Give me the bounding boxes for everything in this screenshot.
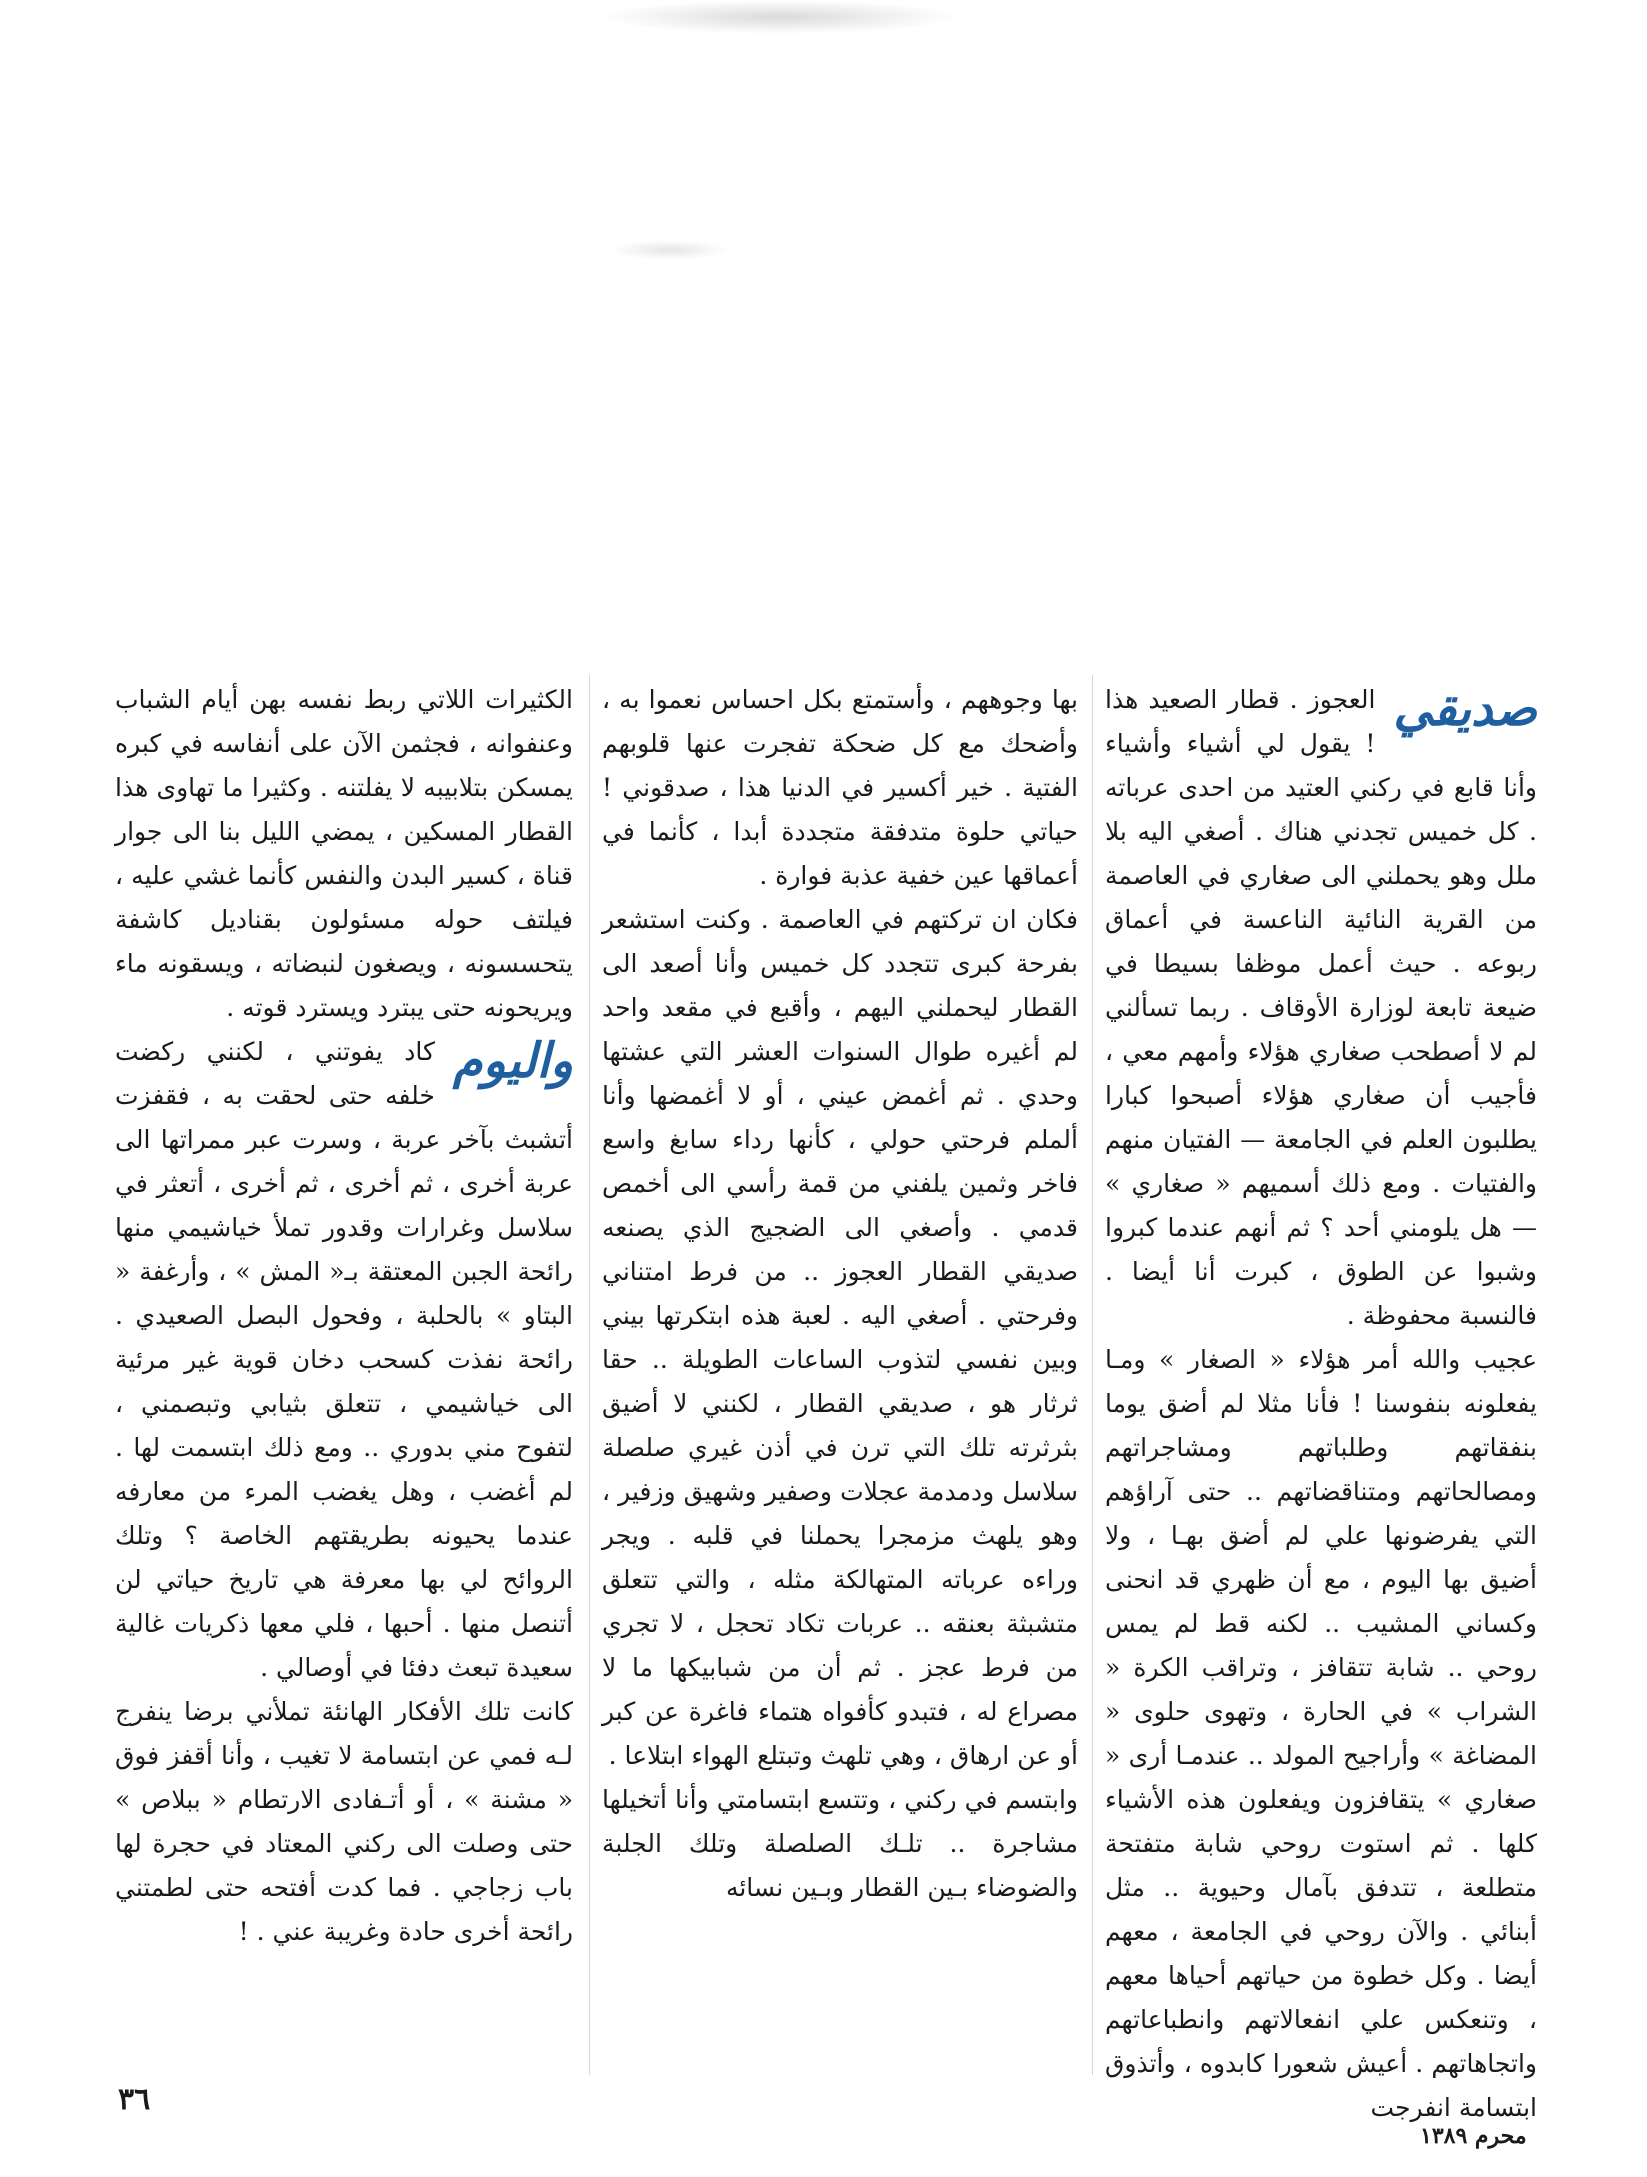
paragraph: كانت تلك الأفكار الهانئة تملأني برضا ينفرج لـه فمي عن ابتسامة لا تغيب ، وأنا أقفز فوق « مشنة » ، أو أتـفادى الارتطام « ببلاص » حتى وصلت الى ركني المعتاد في حجرة لها باب زجاجي . فما كدت أفتحه حتى لطمتني رائحة أخرى حادة وغريبة عني . ! [115, 1697, 573, 1946]
section-heading-today: واليوم [452, 1033, 573, 1089]
print-smudge [600, 0, 960, 34]
paragraph: الكثيرات اللاتي ربط نفسه بهن أيام الشباب وعنفوانه ، فجثمن الآن على أنفاسه في كبره يمسكن بتلابيبه لا يفلتنه . وكثيرا ما تهاوى هذا القطار المسكين ، يمضي الليل بنا الى جوار قناة ، كسير البدن والنفس كأنما غشي عليه ، فيلتف حوله مسئولون بقناديل كاشفة يتحسسونه ، ويصغون لنبضاته ، ويسقونه ماء ويريحونه حتى يبترد ويسترد قوته . [115, 685, 573, 1022]
paragraph: فكان ان تركتهم في العاصمة . وكنت استشعر بفرحة كبرى تتجدد كل خميس وأنا أصعد الى القطار ليحملني اليهم ، وأقبع في مقعد واحد لم أغيره طوال السنوات العشر التي عشتها وحدي . ثم أغمض عيني ، أو لا أغمضها وأنا ألملم فرحتي حولي ، كأنها رداء سابغ واسع فاخر وثمين يلفني من قمة رأسي الى أخمص قدمي . وأصغي الى الضجيج الذي يصنعه صديقي القطار العجوز .. من فرط امتناني وفرحتي . أصغي اليه . لعبة هذه ابتكرتها بيني وبين نفسي لتذوب الساعات الطويلة .. حقا ثرثار هو ، صديقي القطار ، لكنني لا أضيق بثرثرته تلك التي ترن في أذن غيري صلصلة سلاسل ودمدمة عجلات وصفير وشهيق وزفير ، وهو يلهث مزمجرا يحملنا في قلبه . ويجر وراءه عرباته المتهالكة مثله ، والتي تتعلق متشبثة بعنقه .. عربات تكاد تحجل ، لا تجري من فرط عجز . ثم أن من شبابيكها ما لا مصراع له ، فتبدو كأفواه هتماء فاغرة عن كبر أو عن ارهاق ، وهي تلهث وتبتلع الهواء ابتلاعا . [602, 905, 1078, 1770]
paragraph: كاد يفوتني ، لكنني ركضت خلفه حتى لحقت به ، فقفزت أتشبث بآخر عربة ، وسرت عبر ممراتها الى عربة أخرى ، ثم أخرى ، ثم أخرى ، أتعثر في سلاسل وغرارات وقدور تملأ خياشيمي منها رائحة الجبن المعتقة بـ« المش » ، وأرغفة « البتاو » بالحلبة ، وفحول البصل الصعيدي . رائحة نفذت كسحب دخان قوية غير مرئية الى خياشيمي ، تتعلق بثيابي وتبصمني ، لتفوح مني بدوري .. ومع ذلك ابتسمت لها . لم أغضب ، وهل يغضب المرء من معارفه عندما يحيونه بطريقتهم الخاصة ؟ وتلك الروائح لي بها معرفة هي تاريخ حياتي لن أتنصل منها . أحبها ، فلي معها ذكريات غالية سعيدة تبعث دفئا في أوصالي . [115, 1037, 573, 1682]
paragraph: عجيب والله أمر هؤلاء « الصغار » ومـا يفعلونه بنفوسنا ! فأنا مثلا لم أضق يوما بنفقاتهم وطلباتهم ومشاجراتهم ومصالحاتهم ومتناقضاتهم .. حتى آراؤهم التي يفرضونها علي لم أضق بهـا ، ولا أضيق بها اليوم ، مع أن ظهري قد انحنى وكساني المشيب .. لكنه قط لم يمس روحي .. شابة تتقافز ، وتراقب الكرة « الشراب » في الحارة ، وتهوى حلوى « المضاغة » وأراجيح المولد .. عندمـا أرى « صغاري » يتقافزون ويفعلون هذه الأشياء كلها . ثم استوت روحي شابة متفتحة متطلعة ، تتدفق بآمال وحيوية .. مثل أبنائي . والآن روحي في الجامعة ، معهم أيضا . وكل خطوة من حياتهم أحياها معهم ، وتنعكس علي انفعالاتهم وانطباعاتهم واتجاهاتهم . أعيش شعورا كابدوه ، وأتذوق ابتسامة انفرجت [1105, 1345, 1538, 2122]
paragraph: بها وجوههم ، وأستمتع بكل احساس نعموا به ، وأضحك مع كل ضحكة تفجرت عنها قلوبهم الفتية . خير أكسير في الدنيا هذا ، صدقوني ! حياتي حلوة متدفقة متجددة أبدا ، كأنما في أعماقها عين خفية عذبة فوارة . [602, 685, 1078, 890]
page-number: ٣٦ [118, 2082, 151, 2117]
paragraph: العجوز . قطار الصعيد هذا ! يقول لي أشياء وأشياء وأنا قابع في ركني العتيد من احدى عرباته . كل خميس تجدني هناك . أصغي اليه بلا ملل وهو يحملني الى صغاري في العاصمة من القرية النائية الناعسة في أعماق ربوعه . حيث أعمل موظفا بسيطا في ضيعة تابعة لوزارة الأوقاف . ربما تسألني لم لا أصطحب صغاري هؤلاء وأمهم معي ، فأجيب أن صغاري هؤلاء أصبحوا كبارا يطلبون العلم في الجامعة — الفتيان منهم والفتيات . ومع ذلك أسميهم « صغاري » — هل يلومني أحد ؟ ثم أنهم عندما كبروا وشبوا عن الطوق ، كبرت أنا أيضا . فالنسبة محفوظة . [1105, 685, 1537, 1330]
issue-date: محرم ١٣٨٩ [1420, 2123, 1527, 2149]
print-smudge [610, 240, 730, 260]
paragraph: وابتسم في ركني ، وتتسع ابتسامتي وأنا أتخيلها مشاجرة .. تلـك الصلصلة وتلك الجلبة والضوضاء بـين القطار وبـين نسائه [602, 1785, 1078, 1902]
section-heading-my-friend: صديقي [1393, 681, 1537, 737]
column-divider [1092, 675, 1093, 2075]
column-divider [589, 675, 590, 2075]
article-column-middle [602, 678, 1078, 1910]
article-column-left [115, 678, 573, 1954]
article-column-right [1105, 678, 1537, 2130]
